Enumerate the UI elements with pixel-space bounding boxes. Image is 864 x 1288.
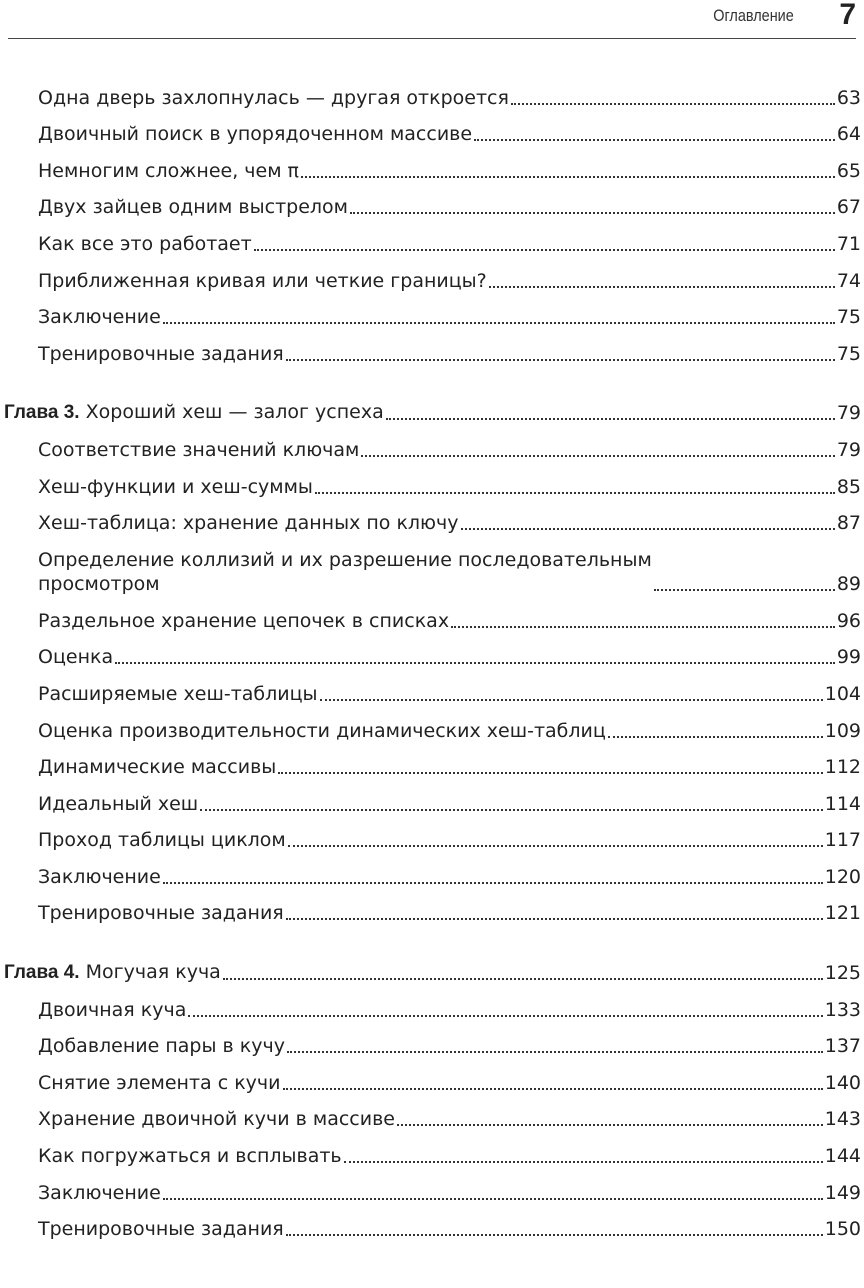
toc-entry-title: Хранение двоичной кучи в массиве (38, 1108, 395, 1131)
page-ref: 67 (836, 196, 861, 219)
dot-leader (286, 1234, 823, 1236)
dot-leader (489, 286, 835, 288)
page-ref: 121 (824, 902, 861, 925)
toc-entry-title: Расширяемые хеш-таблицы (38, 682, 318, 705)
toc-entry-title: Оценка (38, 646, 114, 669)
dot-leader (397, 1124, 823, 1126)
dot-leader (188, 1015, 822, 1017)
toc-entry-title: Оценка производительности динамических хеш-таблиц (38, 719, 606, 742)
toc-entry[interactable] (0, 674, 861, 711)
dot-leader (654, 589, 835, 591)
toc-entry[interactable] (0, 430, 861, 467)
toc-entry-title: Соответствие значений ключам (38, 438, 360, 461)
toc-entry[interactable] (0, 784, 861, 821)
toc-chapter-3[interactable] (0, 394, 861, 431)
page-ref: 109 (824, 719, 861, 742)
dot-leader (163, 882, 823, 884)
toc-section-chapter3-a (0, 430, 864, 540)
page-ref: 87 (836, 512, 861, 535)
toc-entry[interactable] (0, 224, 861, 261)
toc-entry-title: Тренировочные задания (38, 342, 284, 365)
dot-leader (288, 845, 823, 847)
chapter-label: Глава 4. (4, 962, 80, 984)
page-ref: 104 (824, 682, 861, 705)
dot-leader (320, 699, 823, 701)
dot-leader (344, 1161, 823, 1163)
toc-entry-title: Двоичная куча (38, 998, 187, 1021)
toc-entry[interactable] (0, 188, 861, 225)
toc-entry[interactable] (0, 1173, 861, 1210)
dot-leader (200, 809, 823, 811)
dot-leader (350, 212, 835, 214)
dot-leader (315, 492, 835, 494)
page-ref: 143 (824, 1108, 861, 1131)
toc-entry[interactable] (0, 601, 861, 638)
chapter-title: Хороший хеш — залог успеха (85, 401, 384, 424)
running-header (8, 0, 856, 39)
dot-leader (115, 662, 835, 664)
page-ref: 85 (836, 475, 861, 498)
page-ref: 125 (824, 962, 861, 985)
toc-entry[interactable] (0, 504, 861, 541)
toc-entry-title: Тренировочные задания (38, 1218, 284, 1241)
page-ref: 133 (824, 998, 861, 1021)
page-ref: 63 (836, 86, 861, 109)
page-ref: 75 (836, 342, 861, 365)
toc-entry-title: Двух зайцев одним выстрелом (38, 196, 348, 219)
toc-entry[interactable] (0, 1136, 861, 1173)
page-ref: 75 (836, 306, 861, 329)
toc-entry[interactable] (0, 857, 861, 894)
dot-leader (474, 139, 835, 141)
toc-section-chapter3-b (0, 601, 864, 930)
toc-entry[interactable] (0, 298, 861, 335)
running-title: Оглавление (713, 6, 794, 25)
toc-entry-title: Как погружаться и всплывать (38, 1145, 342, 1168)
page-ref: 89 (836, 573, 861, 596)
toc-entry-title: Как все это работает (38, 232, 252, 255)
page-ref: 96 (836, 609, 861, 632)
toc-entry[interactable] (0, 1210, 861, 1247)
toc-entry[interactable] (0, 1100, 861, 1137)
dot-leader (278, 772, 822, 774)
toc-entry[interactable] (0, 467, 861, 504)
dot-leader (254, 249, 835, 251)
page-ref: 144 (824, 1145, 861, 1168)
toc-entry[interactable] (0, 334, 861, 371)
dot-leader (511, 103, 835, 105)
dot-leader (286, 918, 823, 920)
page-ref: 74 (836, 269, 861, 292)
toc-entry-title: Заключение (38, 1181, 161, 1204)
page-ref: 150 (824, 1218, 861, 1241)
toc-entry-title: Хеш-таблица: хранение данных по ключу (38, 512, 459, 535)
dot-leader (361, 455, 834, 457)
toc-entry-title: Приближенная кривая или четкие границы? (38, 269, 487, 292)
dot-leader (286, 359, 835, 361)
page-ref: 114 (824, 792, 861, 815)
toc-chapter-4[interactable] (0, 953, 861, 990)
toc-entry-title: Раздельное хранение цепочек в списках (38, 609, 450, 632)
dot-leader (461, 528, 835, 530)
page-number: 7 (839, 0, 856, 31)
toc-entry-title-line1: Определение коллизий и их разрешение последовательным (38, 549, 652, 572)
dot-leader (163, 322, 835, 324)
toc-entry[interactable] (0, 261, 861, 298)
page-ref: 65 (836, 159, 861, 182)
page-ref: 149 (824, 1181, 861, 1204)
dot-leader (163, 1198, 823, 1200)
toc-entry-title: Хеш-функции и хеш-суммы (38, 475, 313, 498)
toc-entry-title: Немногим сложнее, чем π (38, 159, 299, 182)
page-ref: 64 (836, 123, 861, 146)
dot-leader (301, 176, 835, 178)
toc-entry[interactable] (0, 1063, 861, 1100)
dot-leader (283, 1088, 823, 1090)
toc-entry-title: Заключение (38, 306, 161, 329)
page-ref: 140 (824, 1071, 861, 1094)
toc-entry-title: Идеальный хеш (38, 792, 199, 815)
toc-entry[interactable] (0, 711, 861, 748)
page-ref: 71 (836, 232, 861, 255)
chapter-title: Могучая куча (85, 961, 221, 984)
page-ref: 120 (824, 865, 861, 888)
toc-entry-collisions[interactable] (0, 540, 861, 601)
toc-entry[interactable] (0, 748, 861, 785)
dot-leader (287, 1051, 823, 1053)
toc-entry[interactable] (0, 78, 861, 115)
page-ref: 99 (836, 646, 861, 669)
toc-entry-title: Двоичный поиск в упорядоченном массиве (38, 123, 473, 146)
toc-entry-title: Добавление пары в кучу (38, 1035, 285, 1058)
dot-leader (386, 418, 835, 420)
toc-entry[interactable] (0, 1027, 861, 1064)
toc-entry[interactable] (0, 821, 861, 858)
dot-leader (451, 626, 835, 628)
toc-entry-title: Динамические массивы (38, 756, 277, 779)
toc-entry-title-line2: просмотром (38, 573, 160, 596)
page-ref: 137 (824, 1035, 861, 1058)
toc-entry[interactable] (0, 151, 861, 188)
toc-section-chapter4 (0, 990, 864, 1246)
dot-leader (608, 736, 823, 738)
toc-entry-title: Одна дверь захлопнулась — другая откроется (38, 86, 509, 109)
page-ref: 117 (824, 829, 861, 852)
dot-leader (223, 978, 823, 980)
toc-entry[interactable] (0, 894, 861, 931)
toc-entry-title: Снятие элемента с кучи (38, 1071, 281, 1094)
chapter-label: Глава 3. (4, 402, 80, 424)
toc-section-chapter2-tail (0, 78, 864, 371)
toc-entry-title: Заключение (38, 865, 161, 888)
page-ref: 79 (836, 402, 861, 425)
toc-entry-title: Проход таблицы циклом (38, 829, 286, 852)
toc-entry[interactable] (0, 990, 861, 1027)
toc-entry-title: Тренировочные задания (38, 902, 284, 925)
page-ref: 112 (824, 756, 861, 779)
page-ref: 79 (836, 438, 861, 461)
table-of-contents (0, 78, 864, 1246)
toc-entry[interactable] (0, 638, 861, 675)
toc-entry[interactable] (0, 115, 861, 152)
